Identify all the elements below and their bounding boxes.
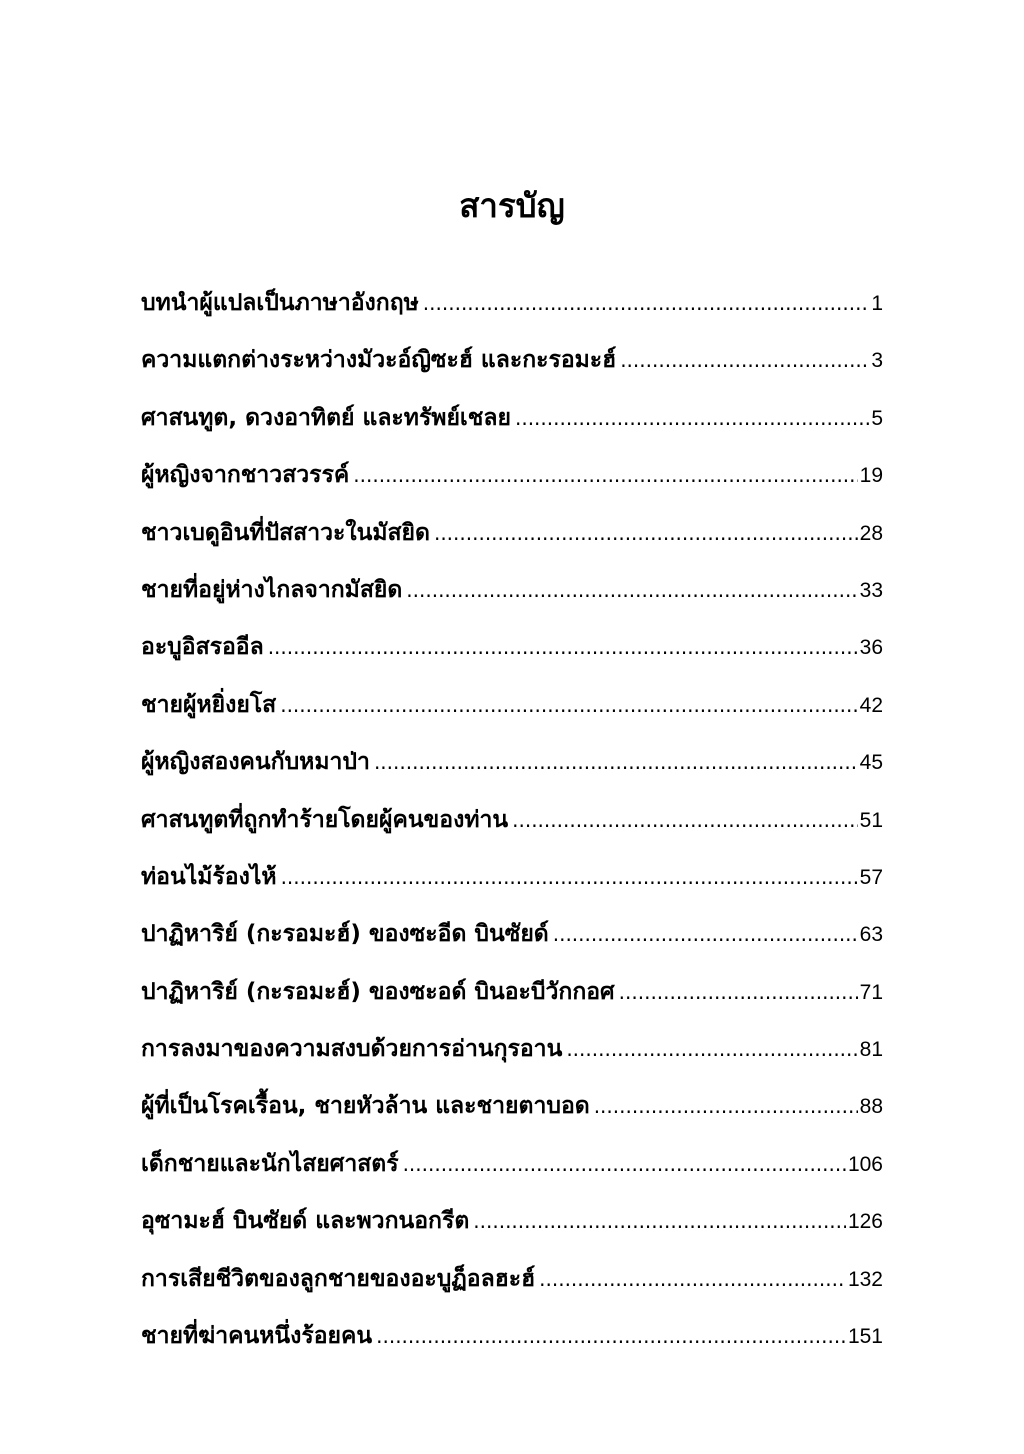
toc-entry xyxy=(141,342,883,399)
toc-entry-page-number: 126 xyxy=(847,1210,883,1234)
toc-entry-page-number: 132 xyxy=(847,1267,883,1291)
toc-entry xyxy=(141,1088,883,1145)
toc-entry-page-number: 81 xyxy=(859,1038,883,1062)
toc-entry-page-number: 42 xyxy=(859,693,883,717)
dot-leader xyxy=(281,865,858,889)
toc-entry-title: ปาฏิหาริย์ (กะรอมะฮ์) ของซะอด์ บินอะบีวักกอศ xyxy=(141,978,615,1005)
toc-entry-title: ท่อนไม้ร้องไห้ xyxy=(141,863,277,890)
toc-entry xyxy=(141,457,883,514)
dot-leader xyxy=(553,922,858,946)
toc-entry-page-number: 19 xyxy=(859,464,883,488)
toc-entry xyxy=(141,515,883,572)
toc-entry-title: ความแตกต่างระหว่างมัวะอ์ญิซะฮ์ และกะรอมะฮ์ xyxy=(141,347,617,374)
dot-leader xyxy=(619,980,858,1004)
toc-entry xyxy=(141,802,883,859)
dot-leader xyxy=(423,291,870,315)
toc-entry-title: การเสียชีวิตของลูกชายของอะบูฏ็อลฮะฮ์ xyxy=(141,1265,536,1292)
toc-entry-title: ชายที่อยู่ห่างไกลจากมัสยิด xyxy=(141,576,403,603)
toc-entry xyxy=(141,859,883,916)
toc-entry-page-number: 5 xyxy=(871,406,883,430)
toc-entry-title: อะบูอิสรออีล xyxy=(141,634,264,661)
dot-leader xyxy=(353,463,857,487)
dot-leader xyxy=(374,750,858,774)
dot-leader xyxy=(594,1094,858,1118)
toc-title: สารบัญ xyxy=(459,186,565,225)
toc-entry-page-number: 106 xyxy=(847,1152,883,1176)
toc-entry-title: เด็กชายและนักไสยศาสตร์ xyxy=(141,1150,399,1177)
dot-leader xyxy=(620,348,869,372)
dot-leader xyxy=(406,578,857,602)
toc-entry-title: ศาสนทูตที่ถูกทำร้ายโดยผู้คนของท่าน xyxy=(141,806,509,833)
toc-entry-page-number: 33 xyxy=(859,578,883,602)
toc-entry xyxy=(141,916,883,973)
toc-entry xyxy=(141,1146,883,1203)
dot-leader xyxy=(403,1152,846,1176)
dot-leader xyxy=(280,693,857,717)
dot-leader xyxy=(539,1267,846,1291)
toc-entry-title: ชาวเบดูอินที่ปัสสาวะในมัสยิด xyxy=(141,519,430,546)
toc-entry xyxy=(141,1318,883,1375)
dot-leader xyxy=(376,1324,846,1348)
toc-entry-title: ชายที่ฆ่าคนหนึ่งร้อยคน xyxy=(141,1323,373,1350)
dot-leader xyxy=(268,635,858,659)
toc-entry-title: ศาสนทูต, ดวงอาทิตย์ และทรัพย์เชลย xyxy=(141,404,511,431)
toc-entry-page-number: 3 xyxy=(871,349,883,373)
toc-entry xyxy=(141,974,883,1031)
toc-entry-title: การลงมาของความสงบด้วยการอ่านกุรอาน xyxy=(141,1036,563,1063)
dot-leader xyxy=(434,521,858,545)
toc-list xyxy=(141,285,883,1375)
toc-entry-page-number: 151 xyxy=(847,1325,883,1349)
toc-entry-title: ผู้หญิงสองคนกับหมาป่า xyxy=(141,749,370,776)
dot-leader xyxy=(512,808,858,832)
dot-leader xyxy=(515,406,869,430)
toc-entry xyxy=(141,1261,883,1318)
toc-entry-page-number: 1 xyxy=(871,292,883,315)
toc-entry-page-number: 28 xyxy=(859,521,883,545)
dot-leader xyxy=(566,1037,857,1061)
toc-entry xyxy=(141,285,883,342)
toc-entry-title: ผู้หญิงจากชาวสวรรค์ xyxy=(141,462,350,489)
toc-entry-page-number: 71 xyxy=(859,980,883,1004)
toc-entry-page-number: 63 xyxy=(859,923,883,947)
toc-entry-page-number: 57 xyxy=(859,865,883,889)
toc-entry xyxy=(141,687,883,744)
toc-entry xyxy=(141,744,883,801)
toc-entry xyxy=(141,400,883,457)
dot-leader xyxy=(473,1209,846,1233)
toc-entry-title: ชายผู้หยิ่งยโส xyxy=(141,691,277,718)
toc-entry xyxy=(141,572,883,629)
toc-entry-title: ปาฏิหาริย์ (กะรอมะฮ์) ของซะอีด บินซัยด์ xyxy=(141,921,549,948)
toc-entry-title: ผู้ที่เป็นโรคเรื้อน, ชายหัวล้าน และชายตาบอด xyxy=(141,1093,590,1120)
toc-entry-title: อุซามะฮ์ บินซัยด์ และพวกนอกรีต xyxy=(141,1208,470,1235)
toc-entry-page-number: 51 xyxy=(859,808,883,832)
toc-entry xyxy=(141,1203,883,1260)
toc-entry xyxy=(141,629,883,686)
toc-entry-page-number: 88 xyxy=(859,1095,883,1119)
toc-entry-page-number: 45 xyxy=(859,751,883,775)
toc-entry-title: บทนำผู้แปลเป็นภาษาอังกฤษ xyxy=(141,290,419,316)
toc-entry xyxy=(141,1031,883,1088)
toc-entry-page-number: 36 xyxy=(859,636,883,660)
